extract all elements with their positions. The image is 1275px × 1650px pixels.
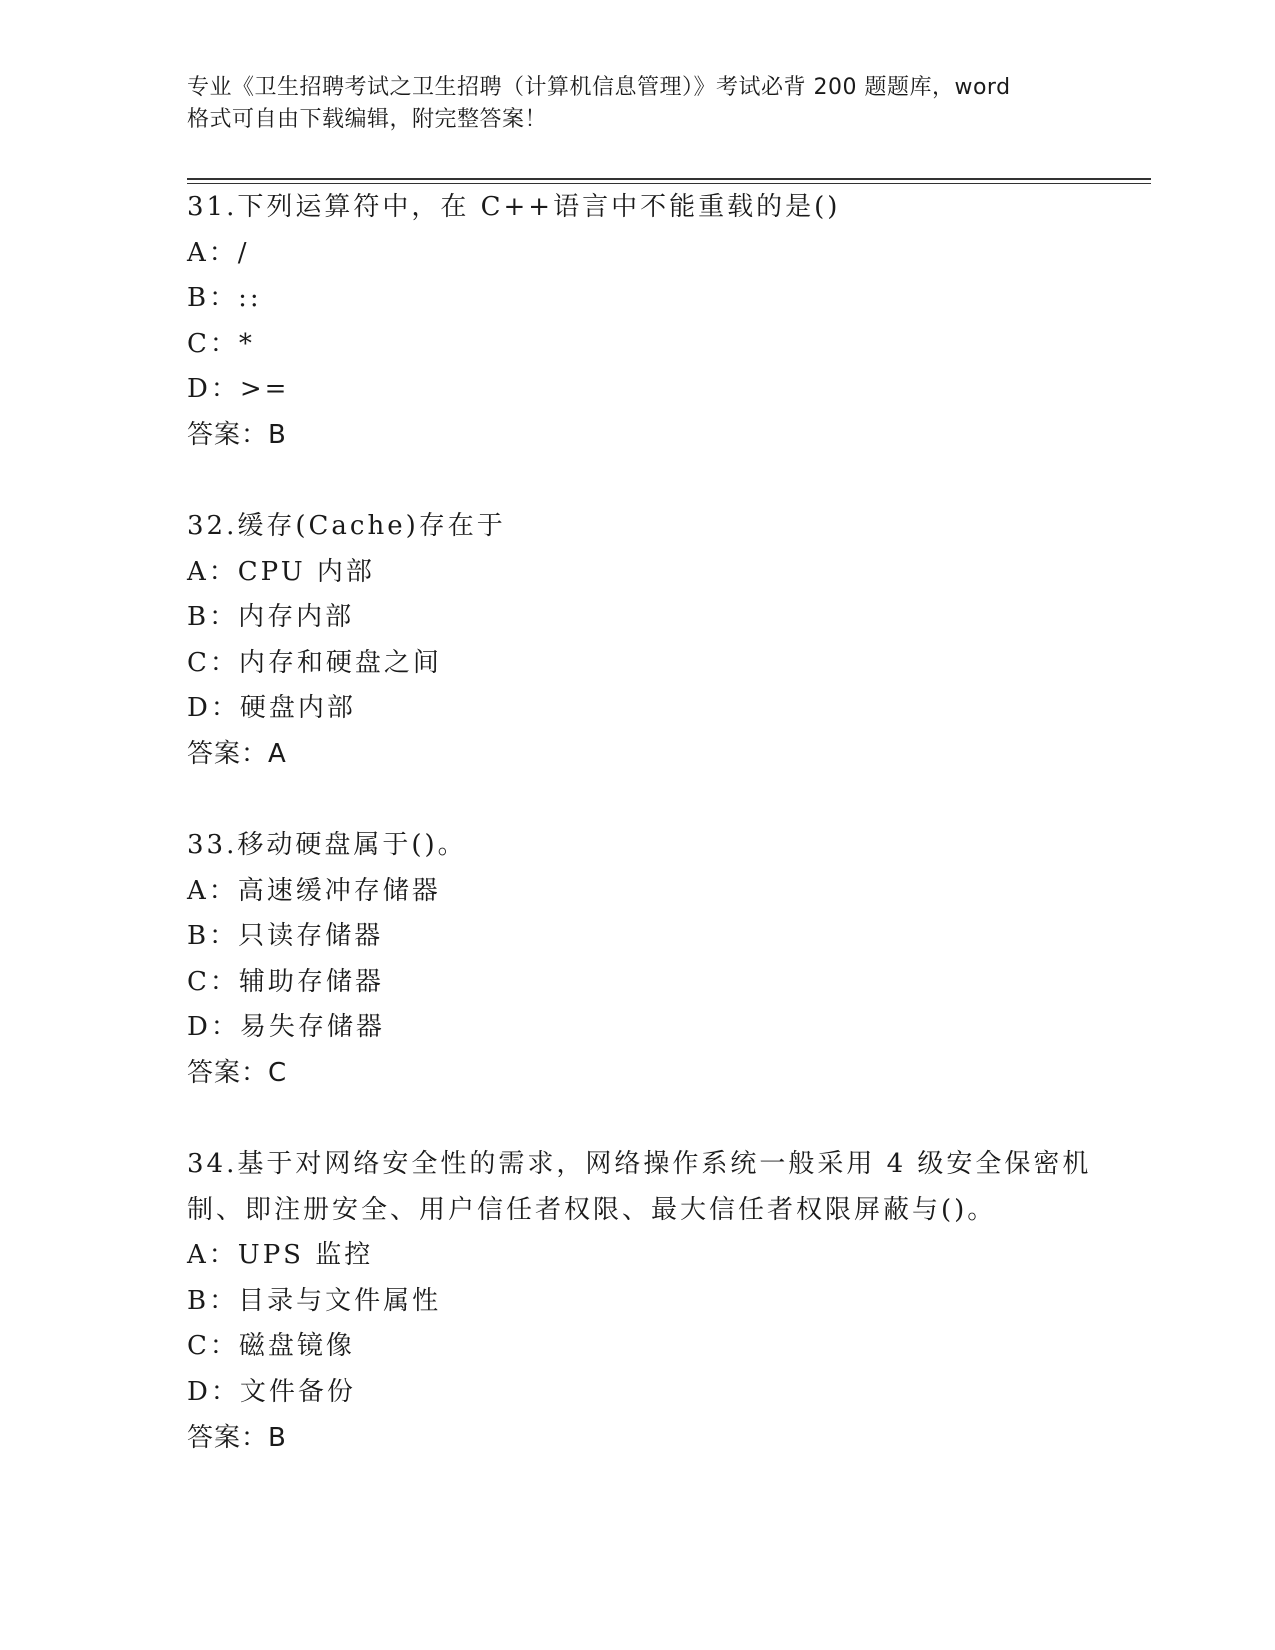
document-header bbox=[187, 72, 1087, 136]
question-33 bbox=[187, 823, 1087, 1097]
option-c: C：辅助存储器 bbox=[187, 966, 384, 997]
option-d: D：硬盘内部 bbox=[187, 693, 356, 724]
header-divider-thin bbox=[187, 183, 1151, 184]
option-a: A：UPS 监控 bbox=[187, 1240, 374, 1271]
question-stem: 32.缓存(Cache)存在于 bbox=[187, 511, 506, 541]
question-stem-line-2: 制、即注册安全、用户信任者权限、最大信任者权限屏蔽与()。 bbox=[187, 1194, 997, 1225]
option-c: C：内存和硬盘之间 bbox=[187, 647, 442, 678]
question-32 bbox=[187, 504, 1087, 778]
option-c: C：磁盘镜像 bbox=[187, 1331, 355, 1362]
option-b: B：只读存储器 bbox=[187, 921, 384, 952]
question-stem: 33.移动硬盘属于()。 bbox=[187, 830, 467, 860]
option-b: B：目录与文件属性 bbox=[187, 1285, 442, 1316]
answer: 答案：B bbox=[187, 419, 287, 450]
header-line-2: 格式可自由下载编辑，附完整答案！ bbox=[187, 107, 548, 132]
header-divider-thick bbox=[187, 178, 1151, 180]
option-d: D：>= bbox=[187, 374, 290, 405]
option-d: D：文件备份 bbox=[187, 1376, 356, 1407]
answer: 答案：A bbox=[187, 738, 287, 769]
header-line-1: 专业《卫生招聘考试之卫生招聘（计算机信息管理）》考试必背 200 题题库，word bbox=[187, 75, 1011, 100]
option-c: C：* bbox=[187, 328, 255, 359]
option-a: A：高速缓冲存储器 bbox=[187, 875, 441, 906]
question-stem: 31.下列运算符中，在 C++语言中不能重载的是() bbox=[187, 192, 841, 222]
question-stem-line-1: 34.基于对网络安全性的需求，网络操作系统一般采用 4 级安全保密机 bbox=[187, 1149, 1092, 1179]
option-b: B：内存内部 bbox=[187, 602, 355, 633]
option-a: A：CPU 内部 bbox=[187, 556, 375, 587]
answer: 答案：B bbox=[187, 1422, 287, 1453]
question-34 bbox=[187, 1142, 1092, 1461]
answer: 答案：C bbox=[187, 1057, 288, 1088]
option-b: B：:: bbox=[187, 283, 262, 314]
option-a: A：/ bbox=[187, 237, 250, 268]
question-31 bbox=[187, 185, 1087, 459]
option-d: D：易失存储器 bbox=[187, 1012, 385, 1043]
